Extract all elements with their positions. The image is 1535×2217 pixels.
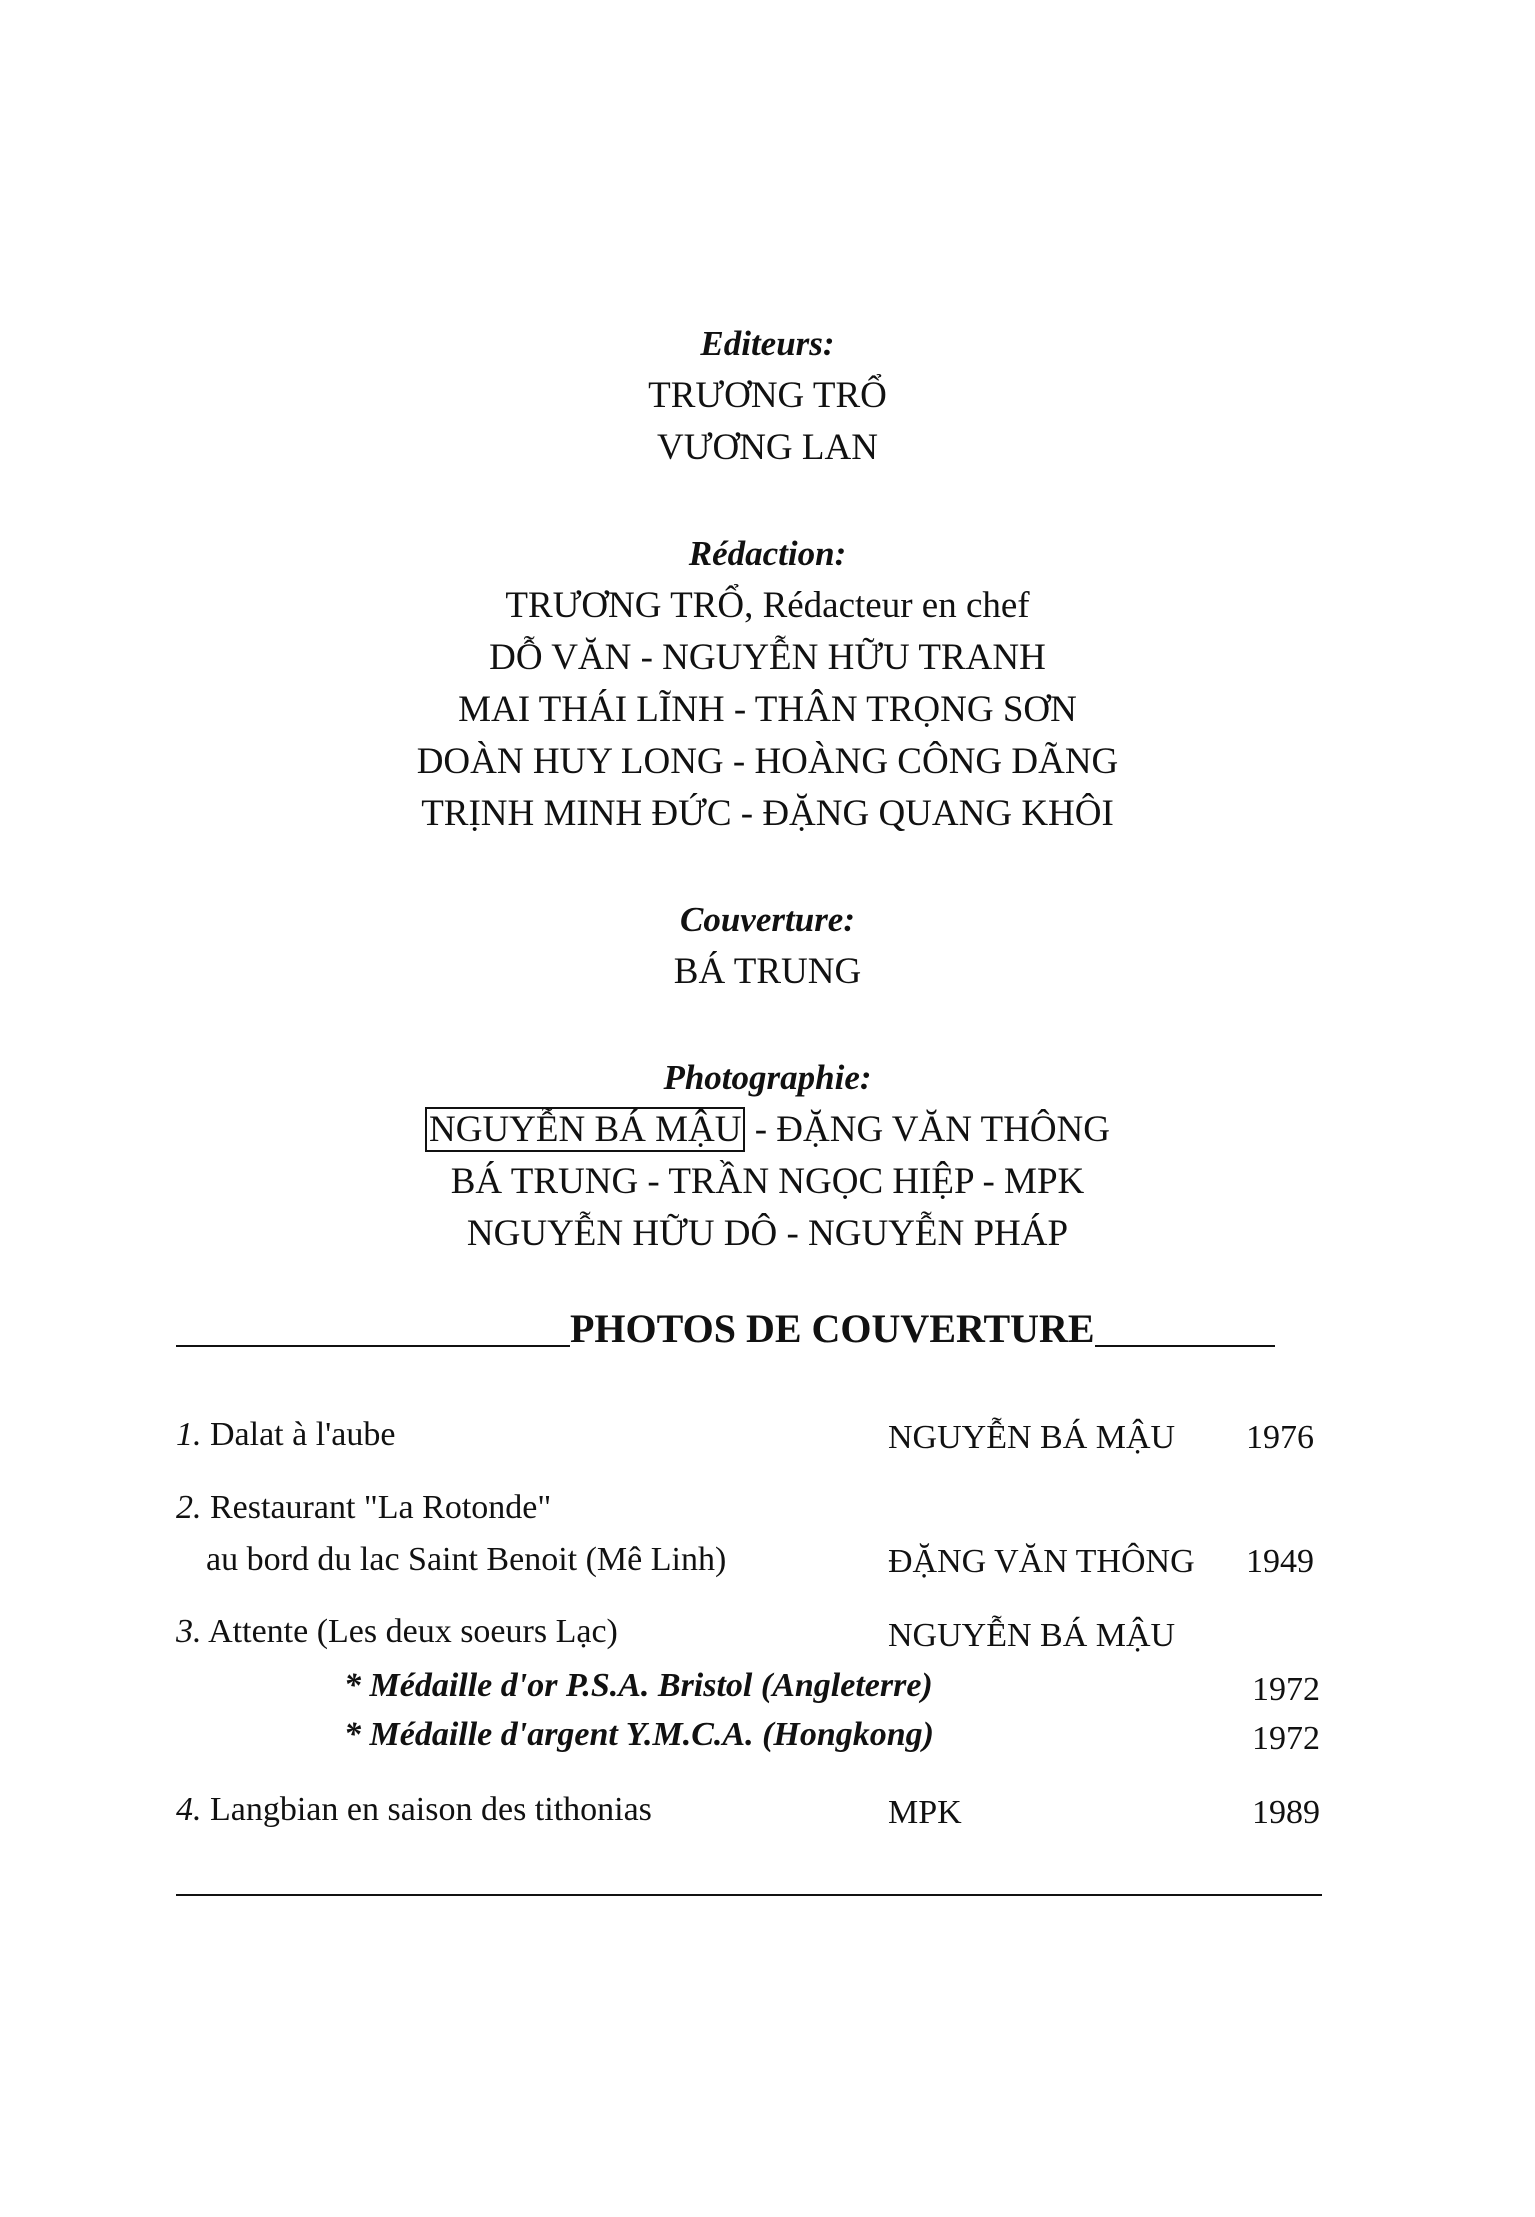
photo-item-photographer: MPK bbox=[888, 1794, 962, 1831]
item-title: Langbian en saison des tithonias bbox=[210, 1791, 652, 1828]
redaction-name: MAI THÁI LĨNH - THÂN TRỌNG SƠN bbox=[458, 689, 1077, 730]
item-number: 2. bbox=[176, 1489, 202, 1526]
award-year: 1972 bbox=[1252, 1671, 1320, 1708]
redaction-name: TRỊNH MINH ĐỨC - ĐẶNG QUANG KHÔI bbox=[421, 793, 1114, 834]
award-year: 1972 bbox=[1252, 1720, 1320, 1757]
item-title: Attente (Les deux soeurs Lạc) bbox=[208, 1613, 618, 1650]
photo-item-photographer: NGUYỄN BÁ MẬU bbox=[888, 1419, 1176, 1456]
photo-item-year: 1976 bbox=[1246, 1419, 1314, 1456]
redaction-name: DỖ VĂN - NGUYỄN HỮU TRANH bbox=[489, 637, 1046, 678]
redaction-role: Rédaction: bbox=[688, 534, 847, 573]
photographie-role: Photographie: bbox=[663, 1058, 872, 1097]
item-number: 3. bbox=[176, 1613, 202, 1650]
photographie-first-line-rest: - ĐẶNG VĂN THÔNG bbox=[745, 1109, 1110, 1150]
editeurs-role: Editeurs: bbox=[700, 324, 835, 363]
item-number: 1. bbox=[176, 1416, 202, 1453]
photo-item-photographer: ĐẶNG VĂN THÔNG bbox=[888, 1543, 1195, 1580]
editeur-name: VƯƠNG LAN bbox=[657, 427, 878, 468]
photographie-name: BÁ TRUNG - TRẦN NGỌC HIỆP - MPK bbox=[450, 1161, 1085, 1202]
editeur-name: TRƯƠNG TRỔ bbox=[648, 375, 887, 416]
award-text: * Médaille d'argent Y.M.C.A. (Hongkong) bbox=[344, 1716, 935, 1753]
redaction-name: TRƯƠNG TRỔ, Rédacteur en chef bbox=[505, 585, 1030, 626]
award-text: * Médaille d'or P.S.A. Bristol (Angleterre) bbox=[344, 1667, 933, 1704]
item-title: Dalat à l'aube bbox=[210, 1416, 396, 1453]
redaction-name: DOÀN HUY LONG - HOÀNG CÔNG DÃNG bbox=[416, 741, 1119, 782]
photographie-name: NGUYỄN HỮU DÔ - NGUYỄN PHÁP bbox=[466, 1213, 1069, 1254]
photos-heading: PHOTOS DE COUVERTURE bbox=[570, 1306, 1095, 1351]
couverture-name: BÁ TRUNG bbox=[673, 951, 862, 992]
highlighted-name-box: NGUYỄN BÁ MẬU bbox=[425, 1107, 745, 1152]
photo-item-year: 1989 bbox=[1252, 1794, 1320, 1831]
photo-item-title bbox=[176, 1413, 395, 1457]
photo-item-photographer: NGUYỄN BÁ MẬU bbox=[888, 1617, 1176, 1654]
item-title: Restaurant "La Rotonde" bbox=[210, 1489, 552, 1526]
photo-item-title bbox=[176, 1610, 618, 1654]
photo-item-title bbox=[176, 1788, 652, 1832]
bottom-rule bbox=[176, 1894, 1322, 1896]
photo-item-title bbox=[176, 1486, 551, 1530]
photo-item-title-line2: au bord du lac Saint Benoit (Mê Linh) bbox=[206, 1541, 727, 1578]
photo-item-year: 1949 bbox=[1246, 1543, 1314, 1580]
couverture-role: Couverture: bbox=[680, 900, 855, 939]
item-number: 4. bbox=[176, 1791, 202, 1828]
